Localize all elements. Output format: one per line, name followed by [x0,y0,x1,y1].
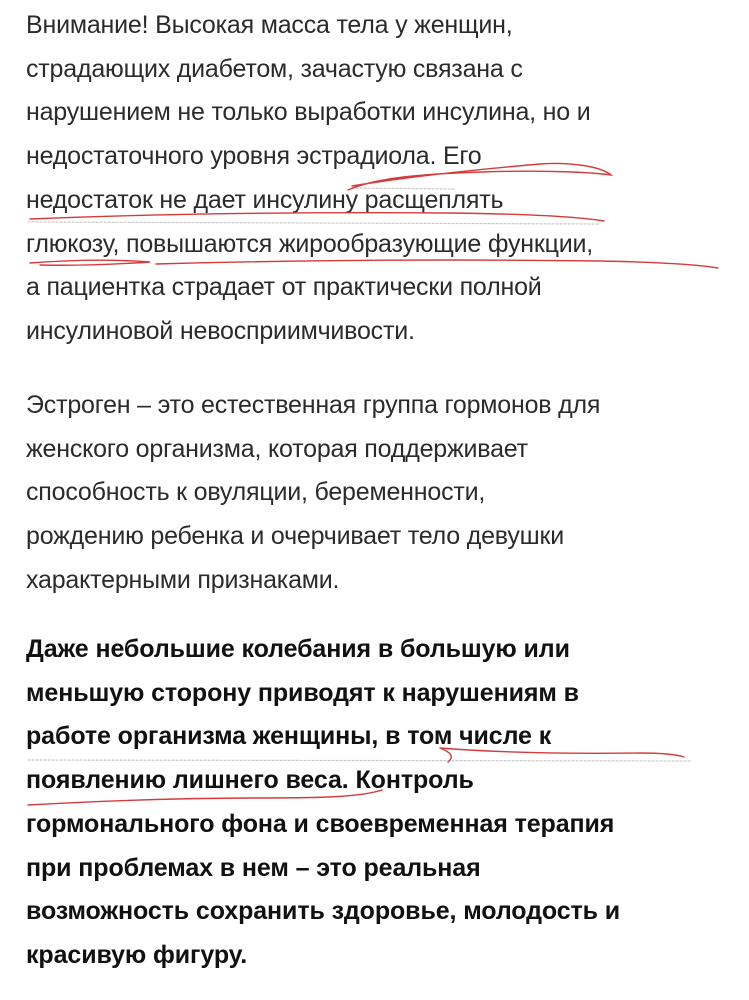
paragraph-line: возможность сохранить здоровье, молодость и [26,897,621,926]
paragraph-line: меньшую сторону приводят к нарушениям в [26,678,579,707]
paragraph-line: характерными признаками. [26,565,340,594]
paragraph-line: гормонального фона и своевременная терапия [26,809,615,838]
paragraph-line: при проблемах в нем – это реальная [26,853,481,882]
paragraph-line: страдающих диабетом, зачастую связана с [26,54,523,83]
paragraph-bold-emphasis [26,628,731,978]
paragraph-line: Эстроген – это естественная группа гормонов для [26,391,601,419]
paragraph-line: инсулиновой невосприимчивости. [26,316,415,345]
paragraph-line: а пациентка страдает от практически полной [26,273,542,302]
paragraph-line: недостаток не дает инсулину расщеплять [26,185,504,214]
paragraph-line: глюкозу, повышаются жирообразующие функции, [26,229,594,258]
paragraph-line: рождению ребенка и очерчивает тело девушки [26,522,564,551]
paragraph-line: недостаточного уровня эстрадиола. Его [26,142,482,171]
paragraph-line: работе организма женщины, в том числе к [26,722,552,751]
paragraph-line: женского организма, которая поддерживает [26,434,528,463]
paragraph-estrogen [26,384,731,603]
paragraph-warning [26,4,731,354]
paragraph-line: появлению лишнего веса. Контроль [26,766,474,795]
paragraph-line: Даже небольшие колебания в большую или [26,635,570,663]
paragraph-line: Внимание! Высокая масса тела у женщин, [26,11,513,39]
paragraph-line: нарушением не только выработки инсулина, но и [26,98,591,127]
paragraph-line: способность к овуляции, беременности, [26,478,486,507]
paragraph-line: красивую фигуру. [26,940,248,969]
